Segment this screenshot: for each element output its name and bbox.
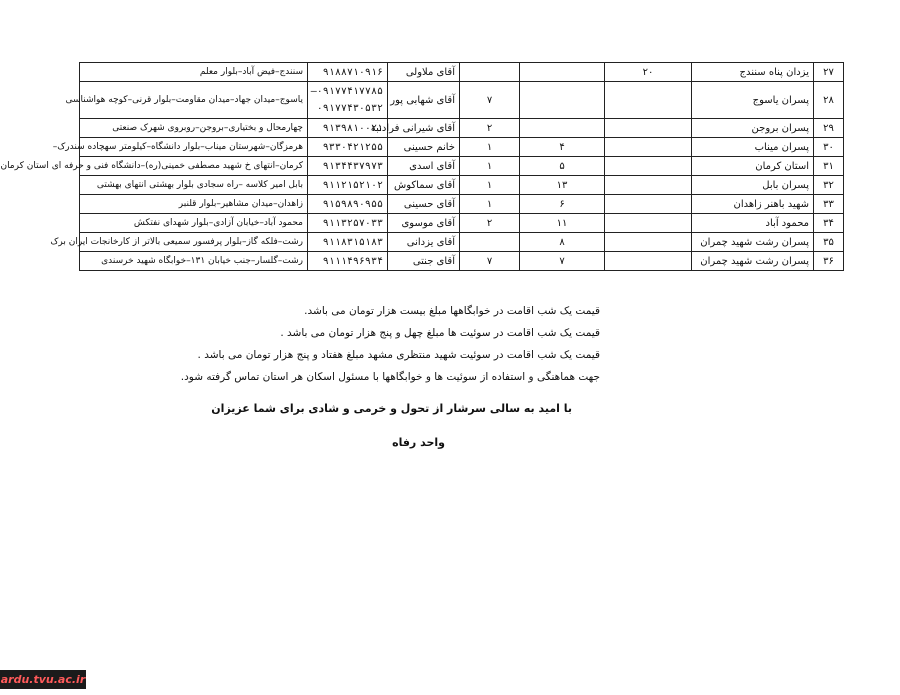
table-row (80, 195, 844, 214)
capacity-cell (605, 214, 692, 233)
dorm-name: پسران بروجن (692, 119, 814, 138)
dorm-address: سنندج–فیض آباد–بلوار معلم (80, 63, 308, 82)
dorm-address: یاسوج–میدان جهاد–میدان مقاومت–بلوار قرنی–کوچه هواشناسی (80, 82, 308, 119)
row-number: ۳۶ (814, 252, 844, 271)
dorm-address: کرمان–انتهای خ شهید مصطفی خمینی(ره)–دانشگاه فنی و حرفه ای استان کرمان (80, 157, 308, 176)
phone-number: ۹۳۳۰۴۲۱۲۵۵ (322, 141, 383, 153)
capacity-cell (605, 138, 692, 157)
row-number: ۲۸ (814, 82, 844, 119)
row-number: ۲۷ (814, 63, 844, 82)
site-watermark[interactable]: ardu.tvu.ac.ir (0, 670, 86, 689)
phone-number: ۹۱۱۳۲۵۷۰۳۳ (322, 217, 383, 229)
dorm-name: محمود آباد (692, 214, 814, 233)
contact-phone (308, 233, 388, 252)
dorm-address: زاهدان–میدان مشاهیر–بلوار قلنبر (80, 195, 308, 214)
contact-person: آقای ملاولی (388, 63, 460, 82)
phone-number: ۹۱۳۹۸۱۰۰۲۱ (322, 122, 383, 134)
dorm-address: رشت–فلکه گاز–بلوار پرفسور سمیعی بالاتر از کارخانجات ایران برک (80, 233, 308, 252)
capacity-cell (520, 63, 605, 82)
dorm-name: پسران رشت شهید چمران (692, 233, 814, 252)
contact-phone (308, 214, 388, 233)
capacity-cell: ۱ (460, 176, 520, 195)
capacity-cell (605, 252, 692, 271)
dorm-address: هرمزگان–شهرستان میناب–بلوار دانشگاه–کیلومتر سهچاده سندرک– (80, 138, 308, 157)
capacity-cell: ۱۱ (520, 214, 605, 233)
row-number: ۳۲ (814, 176, 844, 195)
row-number: ۳۵ (814, 233, 844, 252)
capacity-cell (520, 119, 605, 138)
dorm-name: استان کرمان (692, 157, 814, 176)
signature: واحد رفاه (392, 436, 445, 449)
contact-phone (308, 63, 388, 82)
table-row (80, 214, 844, 233)
notes-block (181, 300, 600, 388)
table-row (80, 138, 844, 157)
capacity-cell (520, 82, 605, 119)
row-number: ۳۴ (814, 214, 844, 233)
note-line: قیمت یک شب اقامت در سوئیت شهید منتظری مشهد مبلغ هفتاد و پنج هزار تومان می باشد . (197, 349, 600, 361)
note-line: جهت هماهنگی و استفاده از سوئیت ها و خوابگاهها با مسئول اسکان هر استان تماس گرفته شود. (180, 371, 600, 383)
phone-number: ۹۱۱۲۱۵۲۱۰۲ (322, 179, 383, 191)
contact-phone (308, 176, 388, 195)
contact-person: خانم حسینی (388, 138, 460, 157)
capacity-cell: ۸ (520, 233, 605, 252)
dorm-address: چهارمحال و بختیاری–بروجن–روبروی شهرک صنعتی (80, 119, 308, 138)
capacity-cell: ۷ (460, 252, 520, 271)
capacity-cell (605, 82, 692, 119)
capacity-cell: ۲ (460, 214, 520, 233)
contact-person: آقای شیرانی فرادنبه (388, 119, 460, 138)
phone-number: ۹۱۵۹۸۹۰۹۵۵ (322, 198, 383, 210)
contact-phone (308, 119, 388, 138)
dormitory-table (0, 62, 844, 271)
note-line: قیمت یک شب اقامت در خوابگاهها مبلغ بیست هزار تومان می باشد. (304, 305, 600, 317)
capacity-cell (605, 233, 692, 252)
capacity-cell (605, 195, 692, 214)
contact-phone (308, 138, 388, 157)
phone-number: ۰۹۱۷۷۴۱۷۷۸۵– (310, 86, 383, 97)
contact-person: آقای سماکوش (388, 176, 460, 195)
table-row (80, 82, 844, 119)
capacity-cell (460, 63, 520, 82)
row-number: ۳۱ (814, 157, 844, 176)
dorm-name: یزدان پناه سنندج (692, 63, 814, 82)
capacity-cell (605, 176, 692, 195)
dorm-name: پسران رشت شهید چمران (692, 252, 814, 271)
dorm-address: رشت–گلسار–جنب خیابان ۱۳۱–خوابگاه شهید خرسندی (80, 252, 308, 271)
contact-person: آقای حسینی (388, 195, 460, 214)
capacity-cell: ۱ (460, 157, 520, 176)
capacity-cell: ۱ (460, 138, 520, 157)
dorm-name: پسران میناب (692, 138, 814, 157)
row-number: ۲۹ (814, 119, 844, 138)
contact-person: آقای شهابی پور (388, 82, 460, 119)
phone-number: ۹۱۸۸۷۱۰۹۱۶ (322, 66, 383, 78)
table-row (80, 233, 844, 252)
phone-number: ۰۹۱۷۷۴۳۰۵۳۲ (316, 103, 383, 114)
table-row (80, 157, 844, 176)
capacity-cell (605, 157, 692, 176)
row-number: ۳۰ (814, 138, 844, 157)
capacity-cell (605, 119, 692, 138)
table-row (80, 63, 844, 82)
contact-person: آقای جنتی (388, 252, 460, 271)
table-row (80, 119, 844, 138)
dorm-name: پسران بابل (692, 176, 814, 195)
capacity-cell (460, 233, 520, 252)
closing-wish: با امید به سالی سرشار از تحول و خرمی و شادی برای شما عزیزان (211, 402, 572, 415)
capacity-cell: ۴ (520, 138, 605, 157)
row-number: ۳۳ (814, 195, 844, 214)
capacity-cell: ۵ (520, 157, 605, 176)
contact-phone (308, 252, 388, 271)
dorm-address: محمود آباد–خیابان آزادی–بلوار شهدای نفتکش (80, 214, 308, 233)
dorm-address: بابل امیر کلاسه –راه سجادی بلوار بهشتی انتهای بهشتی (80, 176, 308, 195)
capacity-cell: ۱ (460, 195, 520, 214)
capacity-cell: ۱۳ (520, 176, 605, 195)
contact-person: آقای موسوی (388, 214, 460, 233)
capacity-cell: ۷ (520, 252, 605, 271)
capacity-cell: ۷ (460, 82, 520, 119)
contact-phone (308, 82, 388, 119)
capacity-cell: ۶ (520, 195, 605, 214)
contact-phone (308, 195, 388, 214)
table-row (80, 252, 844, 271)
table-row (80, 176, 844, 195)
contact-phone (308, 157, 388, 176)
contact-person: آقای اسدی (388, 157, 460, 176)
phone-number: ۹۱۱۸۳۱۵۱۸۳ (322, 236, 383, 248)
note-line: قیمت یک شب اقامت در سوئیت ها مبلغ چهل و پنج هزار تومان می باشد . (280, 327, 600, 339)
contact-person: آقای یزدانی (388, 233, 460, 252)
capacity-cell: ۲۰ (605, 63, 692, 82)
capacity-cell: ۲ (460, 119, 520, 138)
phone-number: ۹۱۱۱۴۹۶۹۳۴ (322, 255, 383, 267)
phone-number: ۹۱۳۴۴۳۷۹۷۳ (322, 160, 383, 172)
dorm-name: شهید باهنر زاهدان (692, 195, 814, 214)
dorm-name: پسران یاسوج (692, 82, 814, 119)
